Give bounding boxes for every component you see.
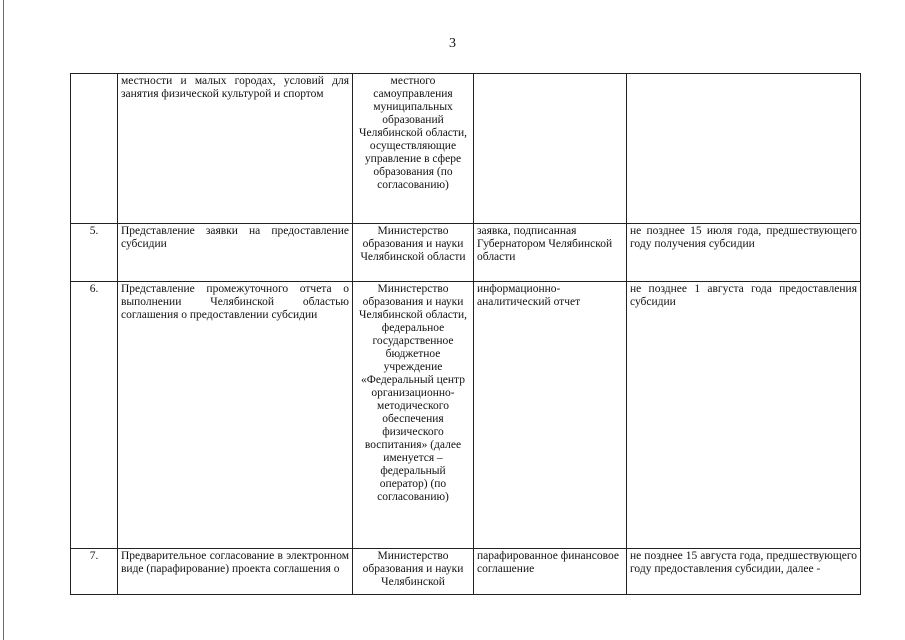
stage-cell: Представление промежуточного отчета о выполнении Челябинской областью соглашения о предоставлении субсидии bbox=[118, 282, 353, 549]
stage-cell: Предварительное согласование в электронном виде (парафирование) проекта соглашения о bbox=[118, 549, 353, 595]
stage-cell: Представление заявки на предоставление субсидии bbox=[118, 224, 353, 282]
deadline-cell bbox=[627, 74, 861, 224]
table-row bbox=[71, 74, 861, 224]
responsible-cell: Министерство образования и науки Челябинской области, федеральное государственное бюджетное учреждение «Федеральный центр организационно-методического обеспечения физического воспитания» (далее именуется – федеральный оператор) (по согласованию) bbox=[353, 282, 474, 549]
stage-cell: местности и малых городах, условий для занятия физической культурой и спортом bbox=[118, 74, 353, 224]
row-number-cell bbox=[71, 74, 118, 224]
row-number-cell: 5. bbox=[71, 224, 118, 282]
table-row bbox=[71, 224, 861, 282]
row-number-cell: 7. bbox=[71, 549, 118, 595]
responsible-cell: Министерство образования и науки Челябинской bbox=[353, 549, 474, 595]
row-number-cell: 6. bbox=[71, 282, 118, 549]
deadline-cell: не позднее 15 августа года, предшествующего году предоставления субсидии, далее - bbox=[627, 549, 861, 595]
document-cell: парафированное финансовое соглашение bbox=[474, 549, 627, 595]
document-cell: заявка, подписанная Губернатором Челябинской области bbox=[474, 224, 627, 282]
page-edge-line bbox=[3, 0, 4, 640]
table-row bbox=[71, 549, 861, 595]
responsible-cell: местного самоуправления муниципальных образований Челябинской области, осуществляющие управление в сфере образования (по согласованию) bbox=[353, 74, 474, 224]
schedule-table bbox=[70, 73, 861, 595]
page-number: 3 bbox=[449, 36, 456, 51]
table-row bbox=[71, 282, 861, 549]
document-cell bbox=[474, 74, 627, 224]
responsible-cell: Министерство образования и науки Челябинской области bbox=[353, 224, 474, 282]
document-cell: информационно-аналитический отчет bbox=[474, 282, 627, 549]
deadline-cell: не позднее 1 августа года предоставления субсидии bbox=[627, 282, 861, 549]
deadline-cell: не позднее 15 июля года, предшествующего году получения субсидии bbox=[627, 224, 861, 282]
